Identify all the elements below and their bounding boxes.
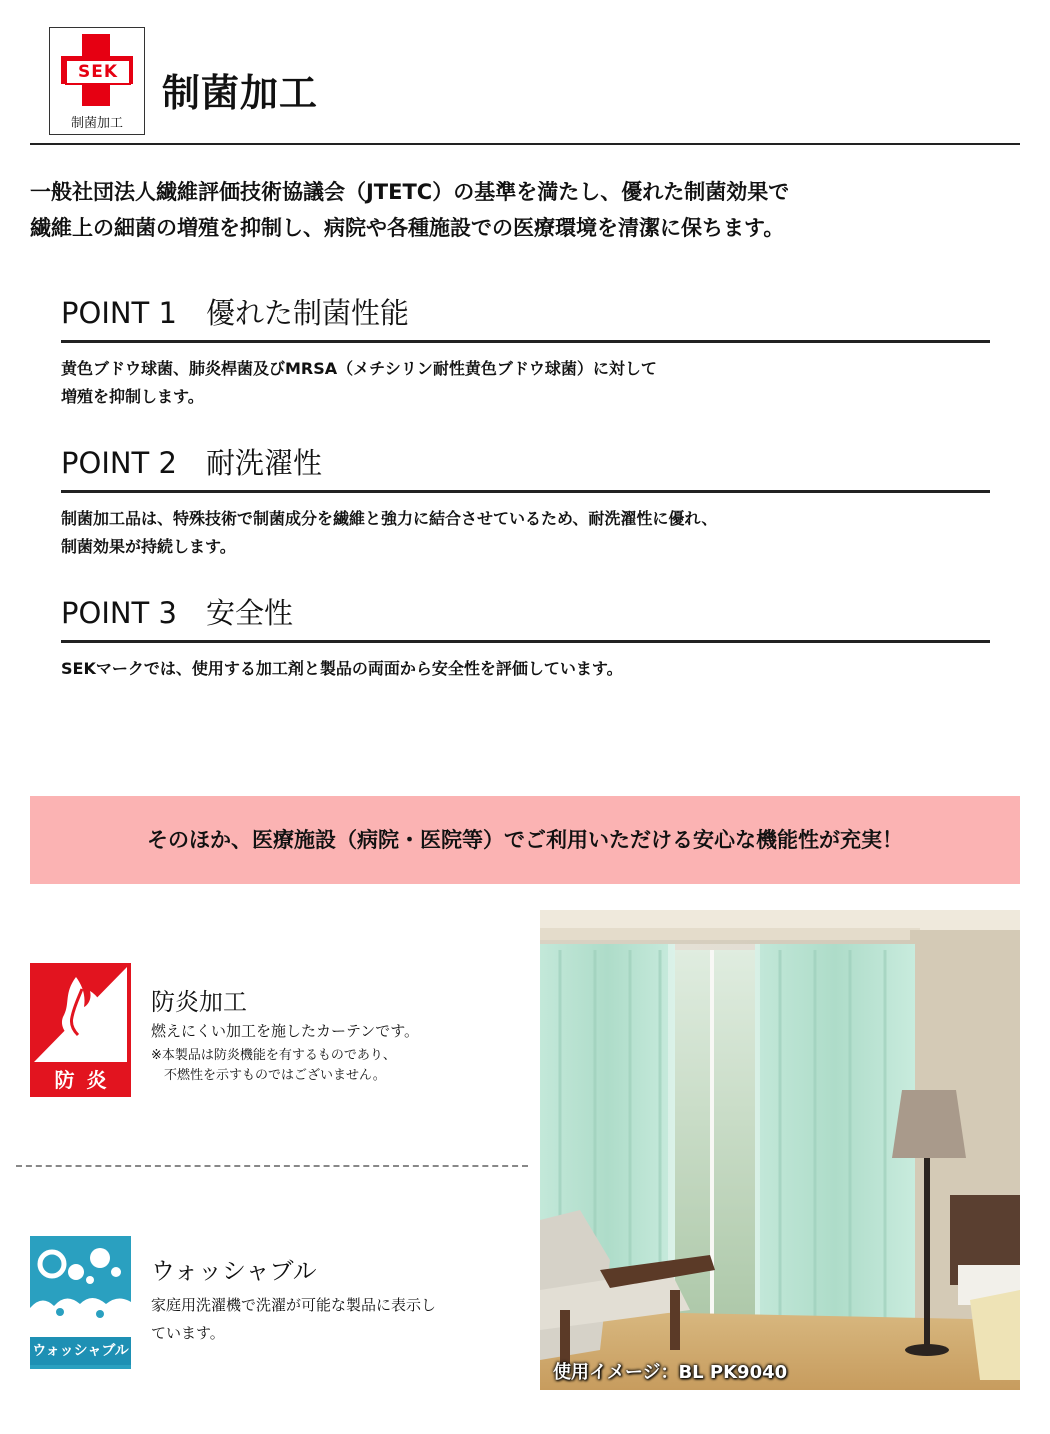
- fire-badge-label: 防炎: [54, 1068, 119, 1092]
- point-divider: [61, 490, 990, 493]
- fire-feature-title: 防炎加工: [151, 988, 247, 1016]
- point-line: 黄色ブドウ球菌、肺炎桿菌及びMRSA（メチシリン耐性黄色ブドウ球菌）に対して: [61, 359, 657, 378]
- point-body: [61, 505, 990, 561]
- intro-line: 一般社団法人繊維評価技術協議会（JTETC）の基準を満たし、優れた制菌効果で: [30, 180, 790, 204]
- point-3: [61, 594, 990, 683]
- page-title: 制菌加工: [162, 71, 319, 115]
- point-divider: [61, 640, 990, 643]
- note-line: 不燃性を示すものではございません。: [151, 1068, 386, 1083]
- feature-banner: [30, 796, 1020, 884]
- point-line: 制菌加工品は、特殊技術で制菌成分を繊維と強力に結合させているため、耐洗濯性に優れ、: [61, 509, 718, 528]
- text-line: 家庭用洗濯機で洗濯が可能な製品に表示し: [151, 1296, 437, 1314]
- point-heading: POINT 1 優れた制菌性能: [61, 296, 409, 330]
- sek-logo: [49, 27, 145, 135]
- point-1: [61, 294, 990, 411]
- washable-badge-label: ウォッシャブル: [30, 1335, 131, 1365]
- feature-divider: [16, 1165, 528, 1167]
- banner-text: そのほか、医療施設（病院・医院等）でご利用いただける安心な機能性が充実！: [147, 828, 903, 852]
- intro-line: 繊維上の細菌の増殖を抑制し、病院や各種施設での医療環境を清潔に保ちます。: [30, 216, 785, 240]
- fire-retardant-badge: [30, 963, 131, 1097]
- fire-badge-panel: [34, 967, 127, 1062]
- photo-caption: 使用イメージ：BL PK9040: [553, 1362, 788, 1383]
- fire-feature-text: 燃えにくい加工を施したカーテンです。: [151, 1022, 420, 1040]
- point-body: [61, 655, 990, 683]
- sek-logo-label: 制菌加工: [70, 116, 123, 131]
- title-divider: [30, 143, 1020, 145]
- point-line: SEKマークでは、使用する加工剤と製品の両面から安全性を評価しています。: [61, 659, 623, 678]
- intro-text: [30, 174, 1020, 246]
- point-2: [61, 444, 990, 561]
- washable-badge: [30, 1236, 131, 1369]
- curtain-photo: [540, 910, 1020, 1390]
- room-scene-image: [540, 910, 1020, 1390]
- note-line: ※本製品は防炎機能を有するものであり、: [151, 1048, 396, 1063]
- point-line: 増殖を抑制します。: [61, 387, 204, 406]
- fire-feature-note: [151, 1046, 396, 1086]
- flame-icon: [34, 967, 127, 1062]
- text-line: ています。: [151, 1324, 225, 1342]
- washable-feature-title: ウォッシャブル: [151, 1257, 317, 1285]
- point-heading: POINT 2 耐洗濯性: [61, 446, 322, 480]
- point-heading: POINT 3 安全性: [61, 596, 293, 630]
- washable-feature-text: [151, 1291, 436, 1347]
- point-line: 制菌効果が持続します。: [61, 537, 236, 556]
- point-body: [61, 355, 990, 411]
- bubbles-icon: [30, 1236, 131, 1336]
- sek-mark: SEK: [65, 59, 131, 85]
- point-divider: [61, 340, 990, 343]
